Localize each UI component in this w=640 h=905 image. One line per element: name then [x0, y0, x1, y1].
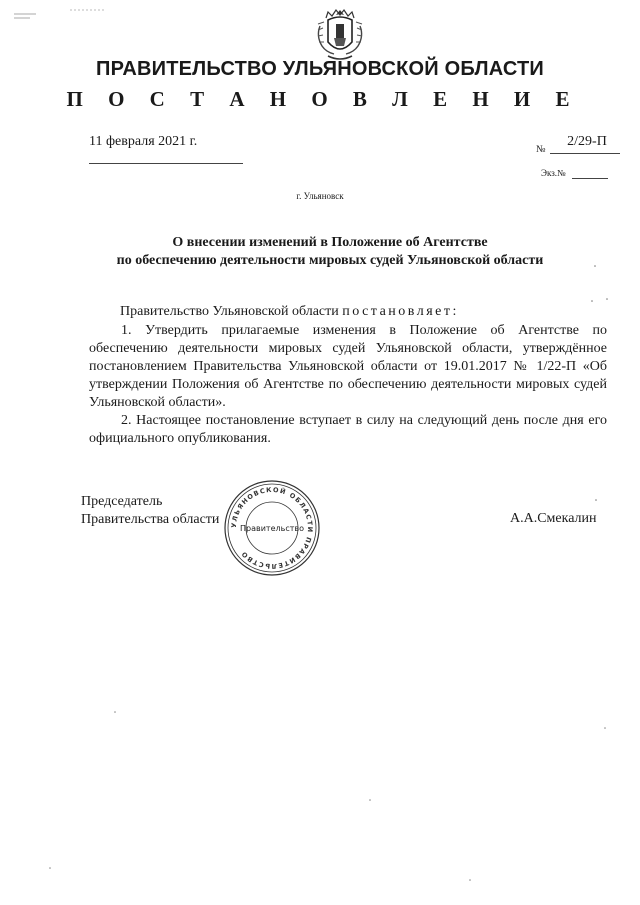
document-number: 2/29-П [567, 134, 607, 149]
date-underline [89, 163, 243, 164]
stamp-center-text: Правительство [240, 524, 304, 533]
document-date: 11 февраля 2021 г. [89, 134, 198, 149]
number-underline [550, 153, 620, 154]
coat-of-arms-icon [314, 6, 366, 64]
stamp-ring-text: УЛЬЯНОВСКОЙ ОБЛАСТИ ПРАВИТЕЛЬСТВО [229, 485, 315, 571]
government-title: ПРАВИТЕЛЬСТВО УЛЬЯНОВСКОЙ ОБЛАСТИ [96, 58, 544, 80]
copy-number-label: Экз.№ [541, 168, 566, 178]
heading-line-1: О внесении изменений в Положение об Агентстве [172, 235, 488, 250]
official-stamp-icon [222, 478, 322, 578]
intro-prefix: Правительство Ульяновской области [120, 304, 343, 319]
paragraph-2: 2. Настоящее постановление вступает в силу на следующий день после дня его официального опубликования. [89, 413, 607, 446]
intro-verb: постановляет: [342, 304, 459, 319]
document-type: П О С Т А Н О В Л Е Н И Е [66, 87, 580, 111]
number-sign: № [536, 144, 546, 155]
signer-title-line-1: Председатель [81, 494, 163, 509]
signer-title-line-2: Правительства области [81, 512, 220, 527]
resolution-intro [120, 304, 459, 320]
paragraph-1: 1. Утвердить прилагаемые изменения в Положение об Агентстве по обеспечению деятельности мировых судей Ульяновской области, утверждённое постановлением Правительства Ульяновской области от 19.01.2017 № 1/22-П «Об утверждении Положения об Агентстве по обеспечению деятельности мировых судей Ульяновской области». [89, 323, 607, 410]
signer-title [81, 493, 219, 529]
signer-name: А.А.Смекалин [510, 511, 597, 526]
resolution-body [89, 322, 607, 448]
heading-line-2: по обеспечению деятельности мировых судей Ульяновской области [116, 253, 544, 268]
document-heading [80, 234, 580, 270]
city: г. Ульяновск [296, 191, 344, 201]
copy-number-underline [572, 178, 608, 179]
